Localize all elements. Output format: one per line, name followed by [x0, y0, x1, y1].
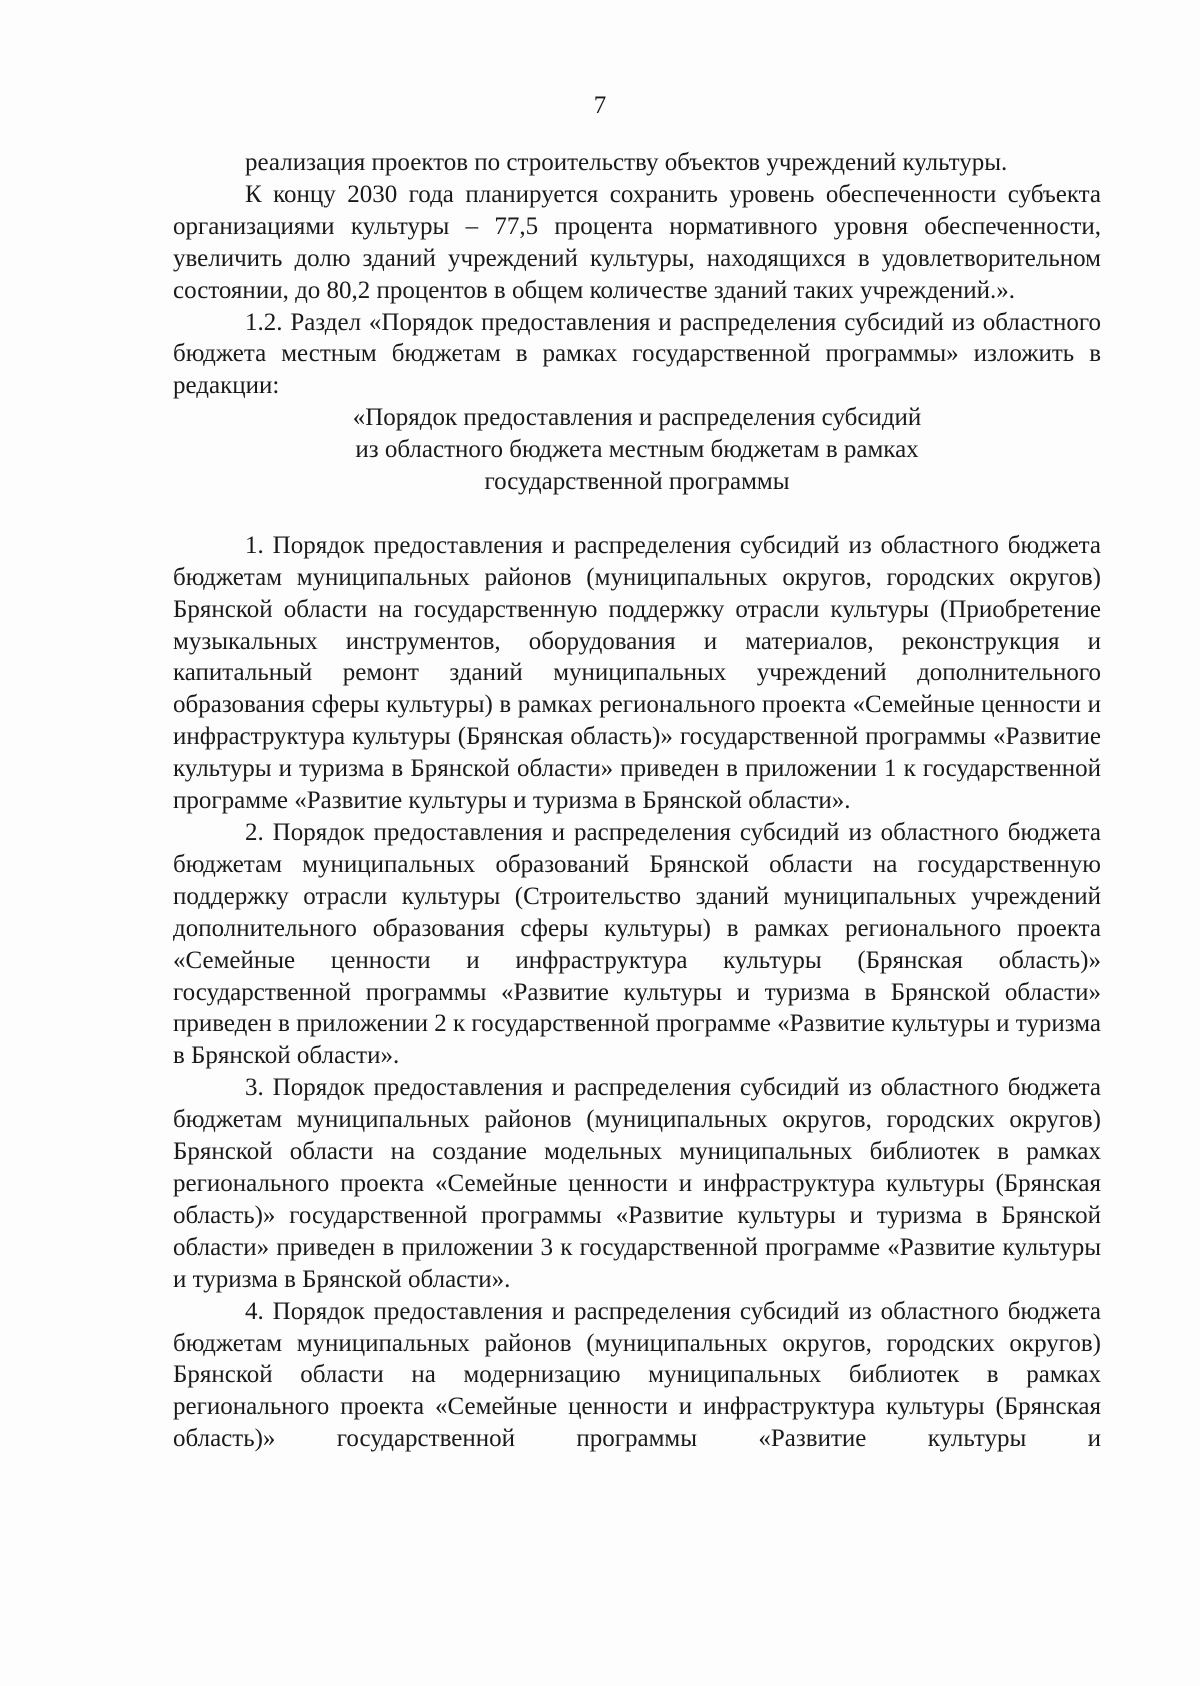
page-number: 7 — [593, 92, 607, 119]
section-heading-line: государственной программы — [484, 468, 790, 496]
list-item-1: 1. Порядок предоставления и распределения субсидий из областного бюджета бюджетам муниципальных районов (муниципальных округов, городских округов) Брянской области на государственную поддержку отрасли культуры (Приобретение музыкальных инструментов, оборудования и материалов, реконструкция и капитальный ремонт зданий муниципальных учреждений дополнительного образования сферы культуры) в рамках регионального проекта «Семейные ценности и инфраструктура культуры (Брянская область)» государственной программы «Развитие культуры и туризма в Брянской области» приведен в приложении 1 к государственной программе «Развитие культуры и туризма в Брянской области». — [173, 531, 1101, 815]
document-body — [173, 147, 1101, 1455]
section-heading-line: из областного бюджета местным бюджетам в рамках — [355, 436, 919, 464]
list-item-2: 2. Порядок предоставления и распределения субсидий из областного бюджета бюджетам муниципальных образований Брянской области на государственную поддержку отрасли культуры (Строительство зданий муниципальных учреждений дополнительного образования сферы культуры) в рамках регионального проекта «Семейные ценности и инфраструктура культуры (Брянская область)» государственной программы «Развитие культуры и туризма в Брянской области» приведен в приложении 2 к государственной программе «Развитие культуры и туризма в Брянской области». — [173, 819, 1101, 1070]
blank-line — [173, 498, 1101, 530]
paragraph-section-1-2: 1.2. Раздел «Порядок предоставления и распределения субсидий из областного бюджета местным бюджетам в рамках государственной программы» изложить в редакции: — [173, 308, 1101, 400]
paragraph-target-2030: К концу 2030 года планируется сохранить уровень обеспеченности субъекта организациями культуры – 77,5 процента нормативного уровня обеспеченности, увеличить долю зданий учреждений культуры, находящихся в удовлетворительном состоянии, до 80,2 процентов в общем количестве зданий таких учреждений.». — [173, 180, 1101, 304]
list-item-4: 4. Порядок предоставления и распределения субсидий из областного бюджета бюджетам муниципальных районов (муниципальных округов, городских округов) Брянской области на модернизацию муниципальных библиотек в рамках регионального проекта «Семейные ценности и инфраструктура культуры (Брянская область)» государственной программы «Развитие культуры и — [173, 1297, 1101, 1453]
paragraph-continuation: реализация проектов по строительству объектов учреждений культуры. — [245, 149, 1008, 176]
section-heading-line: «Порядок предоставления и распределения субсидий — [352, 404, 922, 432]
list-item-3: 3. Порядок предоставления и распределения субсидий из областного бюджета бюджетам муниципальных районов (муниципальных округов, городских округов) Брянской области на создание модельных муниципальных библиотек в рамках регионального проекта «Семейные ценности и инфраструктура культуры (Брянская область)» государственной программы «Развитие культуры и туризма в Брянской области» приведен в приложении 3 к государственной программе «Развитие культуры и туризма в Брянской области». — [173, 1074, 1101, 1293]
section-heading — [173, 402, 1101, 498]
